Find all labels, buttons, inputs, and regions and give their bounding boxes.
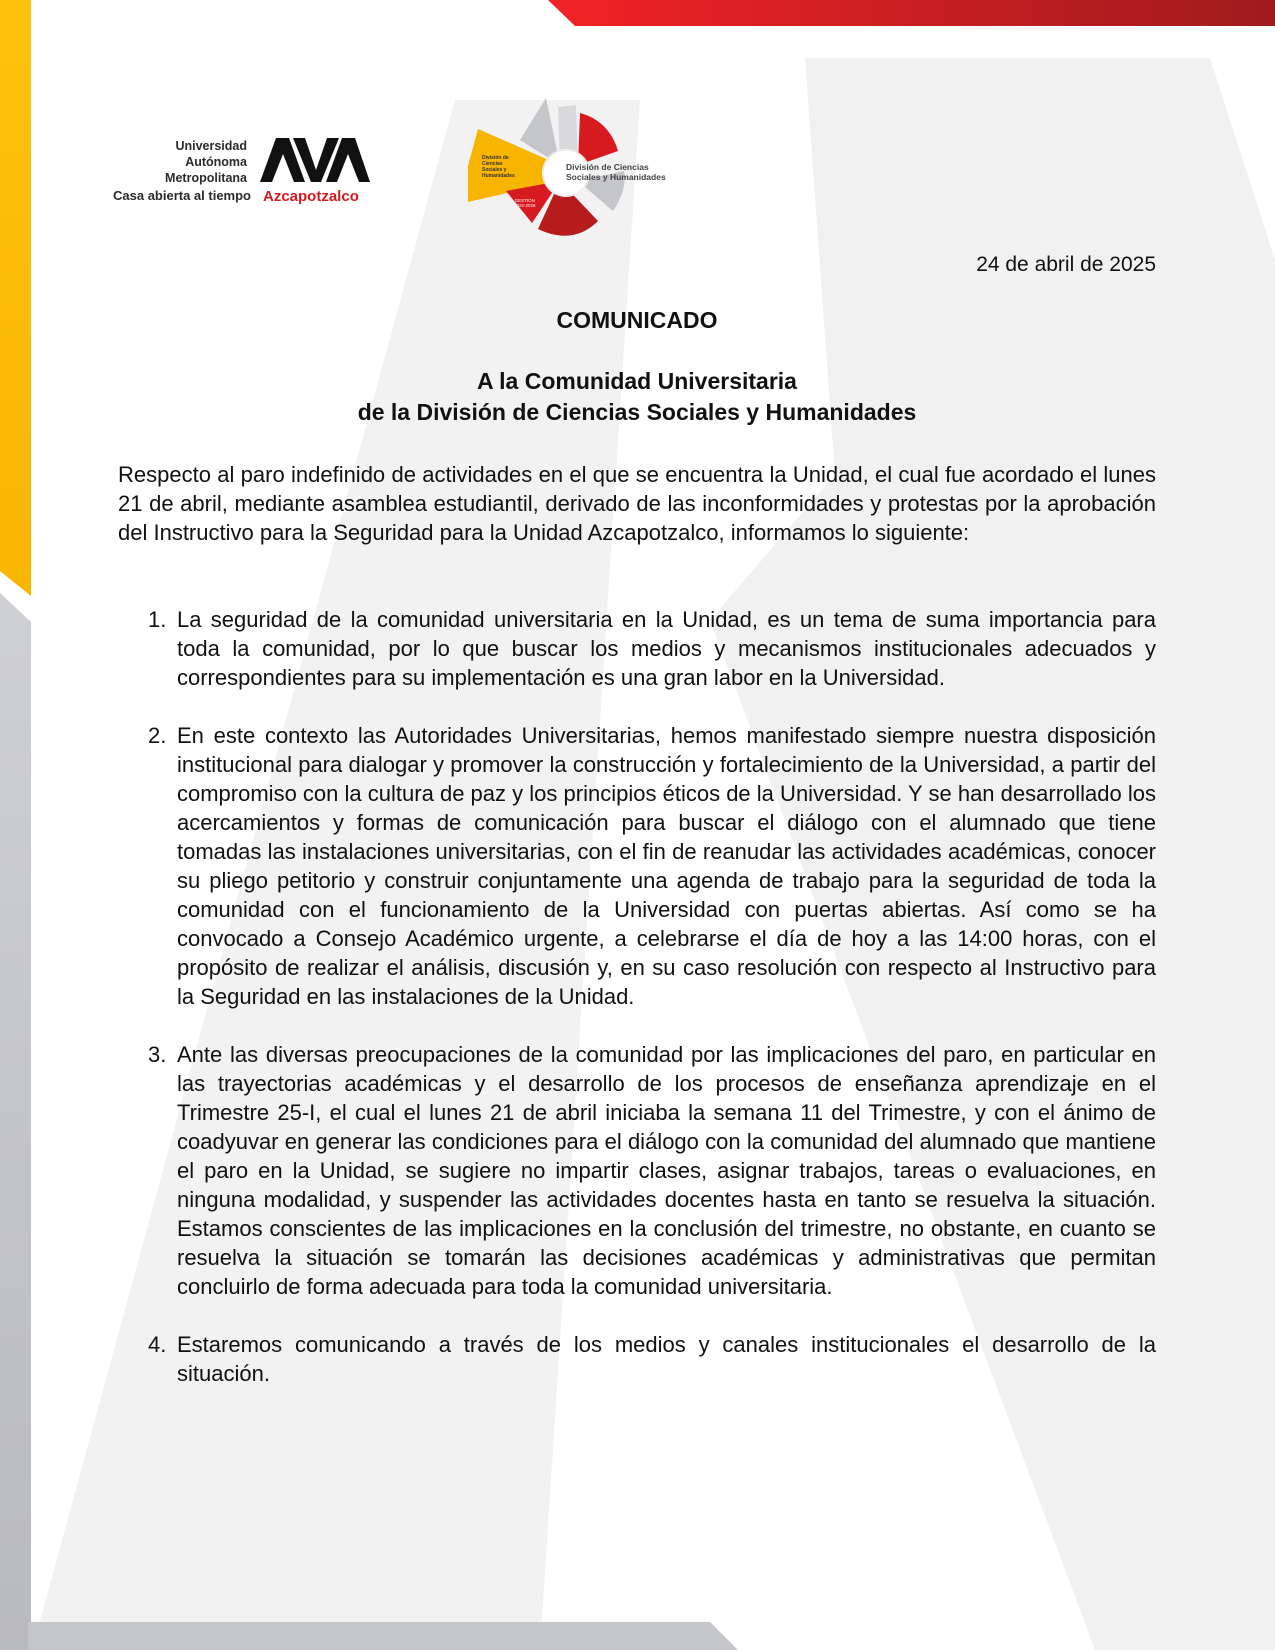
uam-logo [110,132,375,212]
point-number: 2. [148,723,167,748]
division-period-text [514,198,536,208]
division-label-line: Sociales y Humanidades [566,172,666,182]
point-text: Ante las diversas preocupaciones de la comunidad por las implicaciones del paro, en particular en las trayectorias académicas y el desarrollo de los procesos de enseñanza aprendizaje en el Trimestre 25-I, el cual el lunes 21 de abril iniciaba la semana 11 del Trimestre, y con el ánimo de coadyuvar en generar las condiciones para el diálogo con la comunidad del alumnado que mantiene el paro en la Unidad, se sugiere no impartir clases, asignar trabajos, tareas o evaluaciones, en ninguna modalidad, y suspender las actividades docentes hasta en tanto se resuelva la situación. Estamos conscientes de las implicaciones en la conclusión del trimestre, no obstante, en cuanto se resuelva la situación se tomarán las decisiones académicas y administrativas que permitan concluirlo de forma adecuada para toda la comunidad universitaria. [177,1042,1156,1299]
document-addressee-line: A la Comunidad Universitaria [477,368,797,394]
division-label [566,162,666,182]
left-gray-band [0,593,31,1650]
uam-name-line: Metropolitana [165,171,247,185]
document-addressee-line: de la División de Ciencias Sociales y Humanidades [357,399,917,425]
division-label-line: División de Ciencias [566,162,649,172]
numbered-point [118,1330,1156,1388]
numbered-point [118,1040,1156,1301]
uam-tagline: Casa abierta al tiempo [113,188,251,203]
bottom-gray-band [28,1622,738,1650]
top-red-band [548,0,1275,26]
left-yellow-band [0,0,31,596]
division-logo [468,93,680,253]
division-emblem-line: Sociales y [482,167,507,173]
numbered-points-list [118,605,1156,1417]
division-emblem-line: División de [482,155,509,161]
point-text: En este contexto las Autoridades Universitarias, hemos manifestado siempre nuestra disposición institucional para dialogar y promover la construcción y fortalecimiento de la Universidad, a partir del compromiso con la cultura de paz y los principios éticos de la Universidad. Y se han desarrollado los acercamientos y formas de comunicación para buscar el diálogo con el alumnado que tiene tomadas las instalaciones universitarias, con el fin de reanudar las actividades académicas, conocer su pliego petitorio y construir conjuntamente una agenda de trabajo para la seguridad de toda la comunidad con el funcionamiento de la Universidad con puertas abiertas. Así como se ha convocado a Consejo Académico urgente, a celebrarse el día de hoy a las 14:00 horas, con el propósito de realizar el análisis, discusión y, en su caso resolución con respecto al Instructivo para la Seguridad en las instalaciones de la Unidad. [177,723,1156,1009]
uam-emblem-icon [260,136,370,184]
division-period-line: 2022-2026 [514,203,536,208]
document-title: COMUNICADO [556,307,718,333]
point-text: La seguridad de la comunidad universitaria en la Unidad, es un tema de suma importancia para toda la comunidad, por lo que buscar los medios y mecanismos institucionales adecuados y correspondientes para su implementación es una gran labor en la Universidad. [177,607,1156,690]
point-text: Estaremos comunicando a través de los medios y canales institucionales el desarrollo de la situación. [177,1332,1156,1386]
uam-name-line: Universidad [175,139,247,153]
division-emblem-text [482,155,515,179]
division-emblem-line: Ciencias [482,161,503,167]
uam-unit-name: Azcapotzalco [263,188,359,205]
document-addressee [118,366,1156,428]
numbered-point [118,721,1156,1011]
division-emblem-line: Humanidades [482,173,515,179]
point-number: 1. [148,607,167,632]
intro-paragraph: Respecto al paro indefinido de actividades en el que se encuentra la Unidad, el cual fue acordado el lunes 21 de abril, mediante asamblea estudiantil, derivado de las inconformidades y protestas por la aprobación del Instructivo para la Seguridad para la Unidad Azcapotzalco, informamos lo siguiente: [118,462,1156,545]
uam-name-line: Autónoma [185,155,247,169]
point-number: 4. [148,1332,167,1357]
division-period-line: GESTIÓN [514,198,535,203]
document-date: 24 de abril de 2025 [976,253,1156,276]
point-number: 3. [148,1042,167,1067]
numbered-point [118,605,1156,692]
uam-institution-name [165,138,247,186]
